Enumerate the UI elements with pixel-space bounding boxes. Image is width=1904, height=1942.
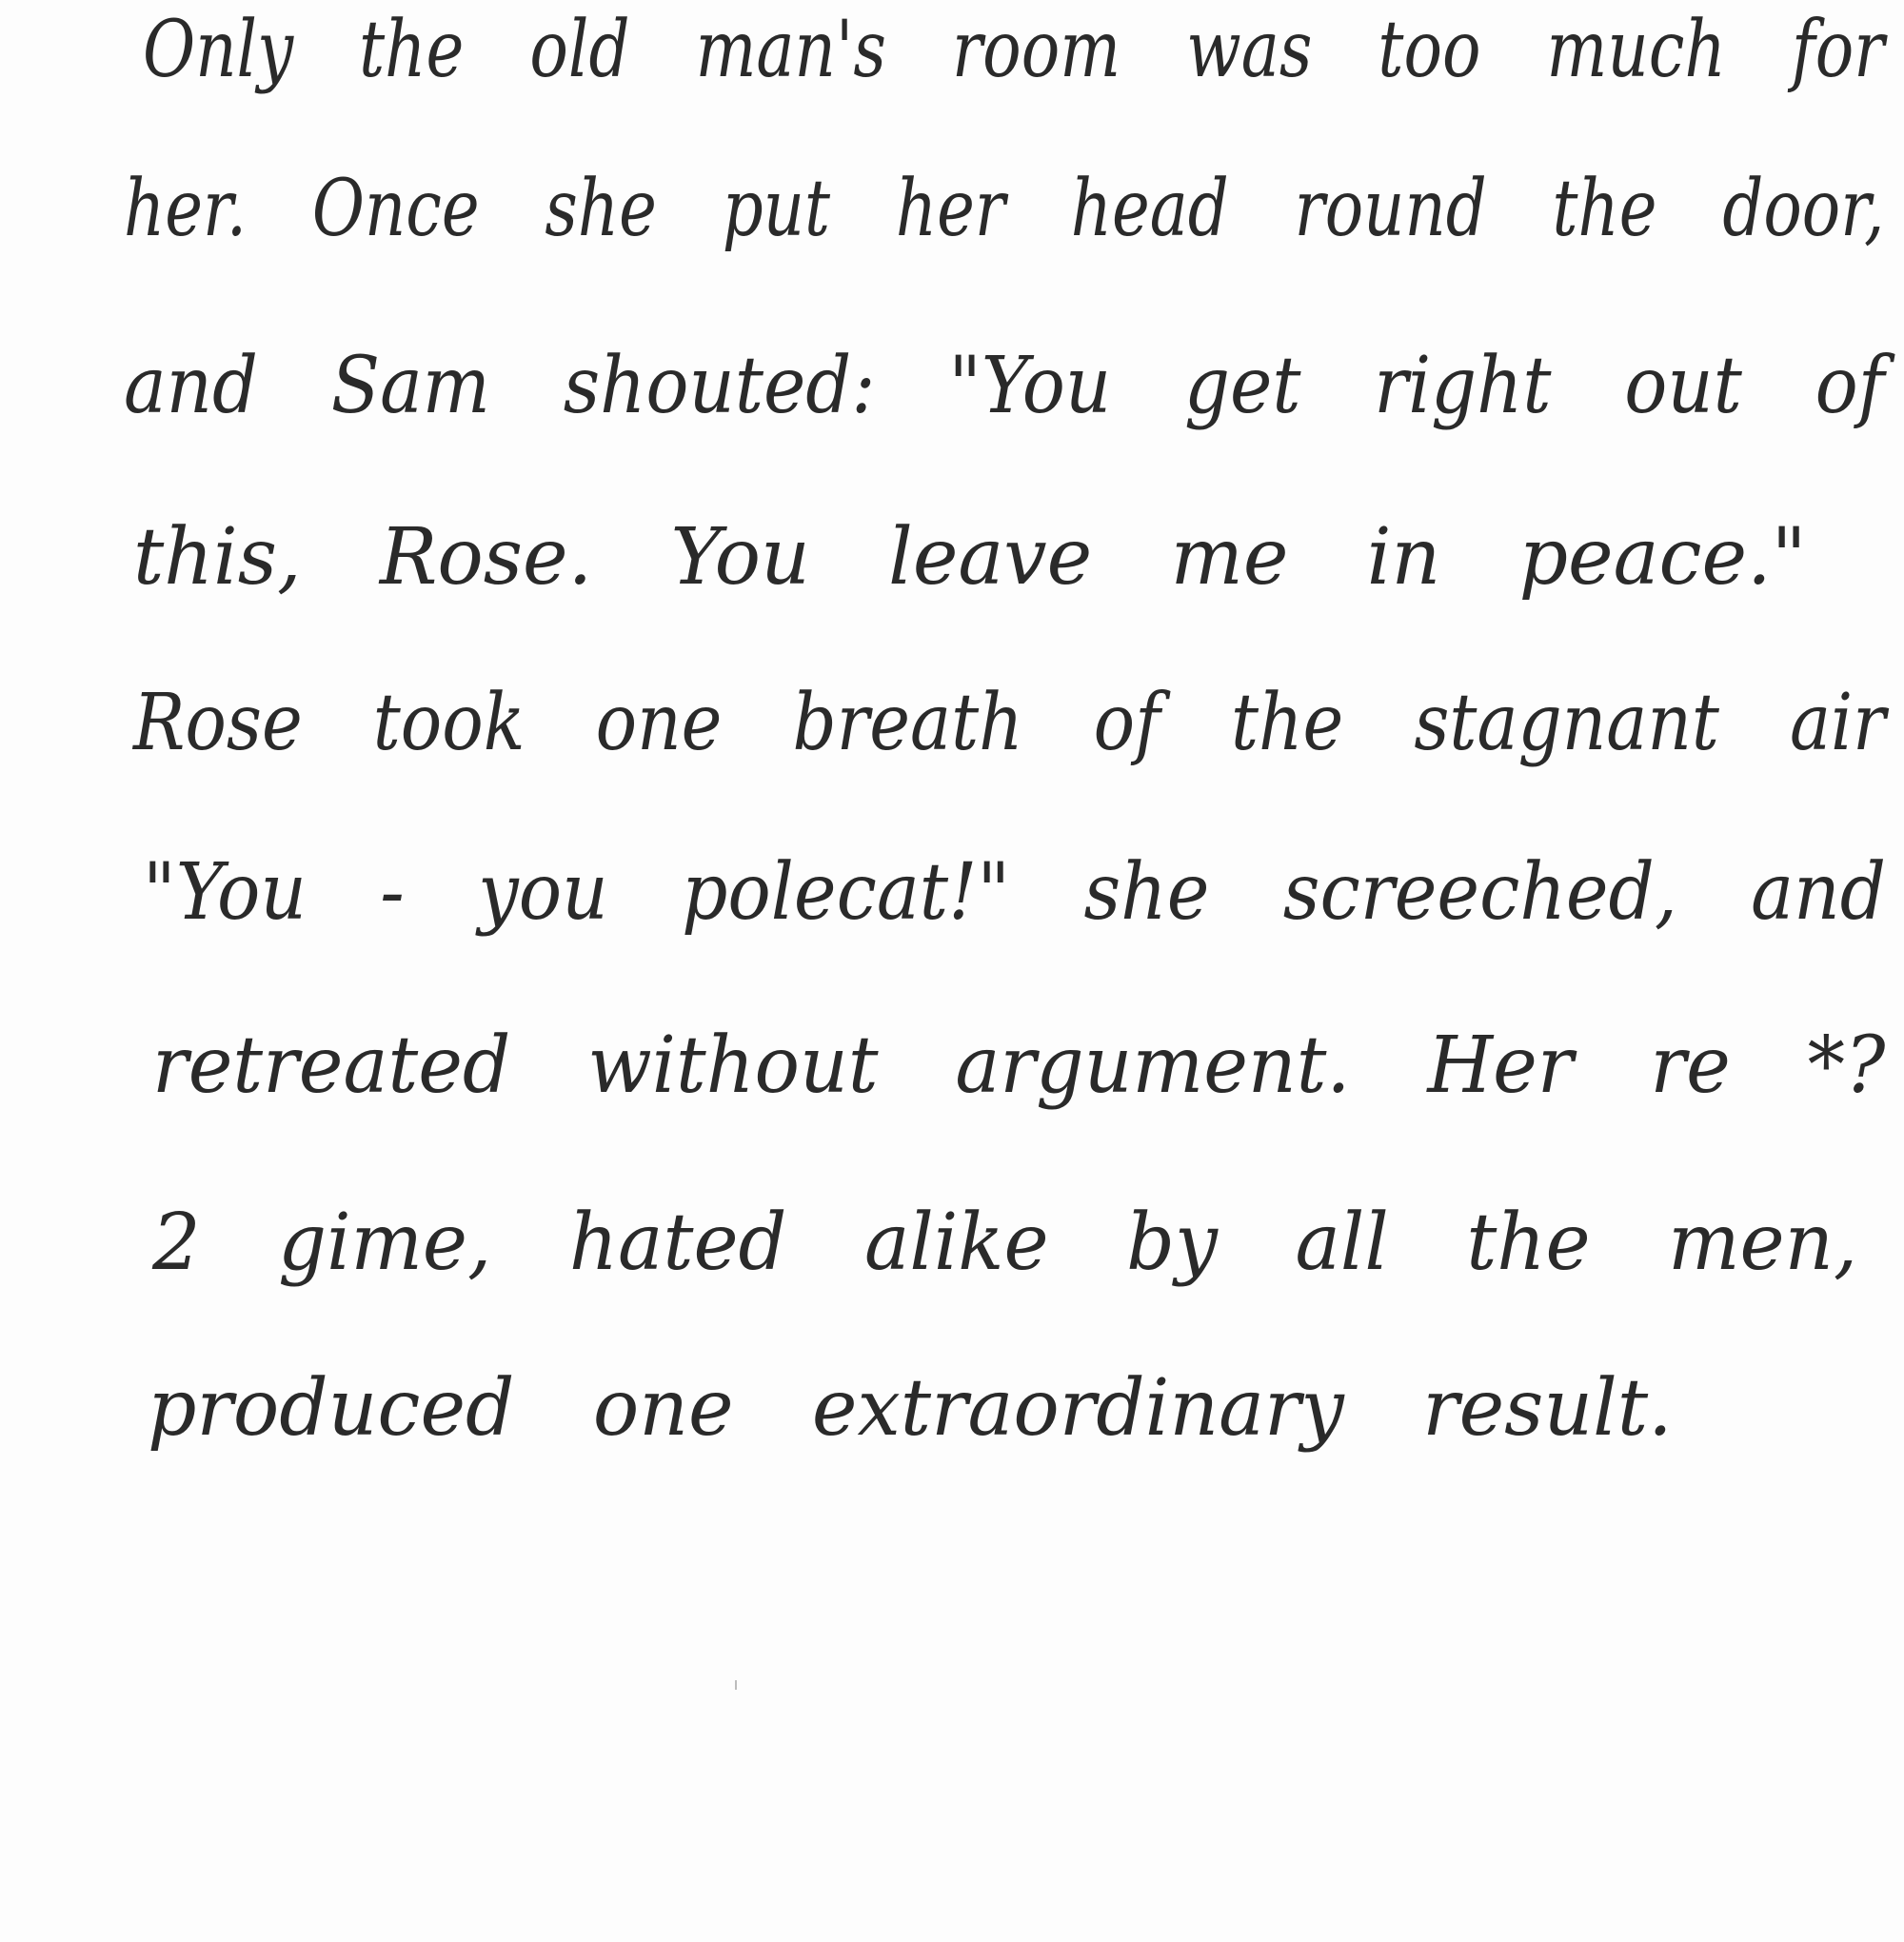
text-line-8: 2 gime, hated alike by all the men,: [152, 1198, 1858, 1288]
text-line-5: Rose took one breath of the stagnant air: [133, 678, 1886, 768]
text-line-6: "You - you polecat!" she screeched, and: [143, 847, 1887, 938]
text-line-1: Only the old man's room was too much for: [143, 5, 1885, 95]
text-line-7: retreated without argument. Her re *?: [152, 1021, 1886, 1111]
paper-speck: [735, 1680, 737, 1690]
text-line-2: her. Once she put her head round the door,: [124, 164, 1885, 254]
text-line-9: produced one extraordinary result.: [148, 1363, 1673, 1454]
text-line-4: this, Rose. You leave me in peace.": [133, 512, 1807, 603]
text-line-3: and Sam shouted: "You get right out of: [124, 341, 1885, 431]
